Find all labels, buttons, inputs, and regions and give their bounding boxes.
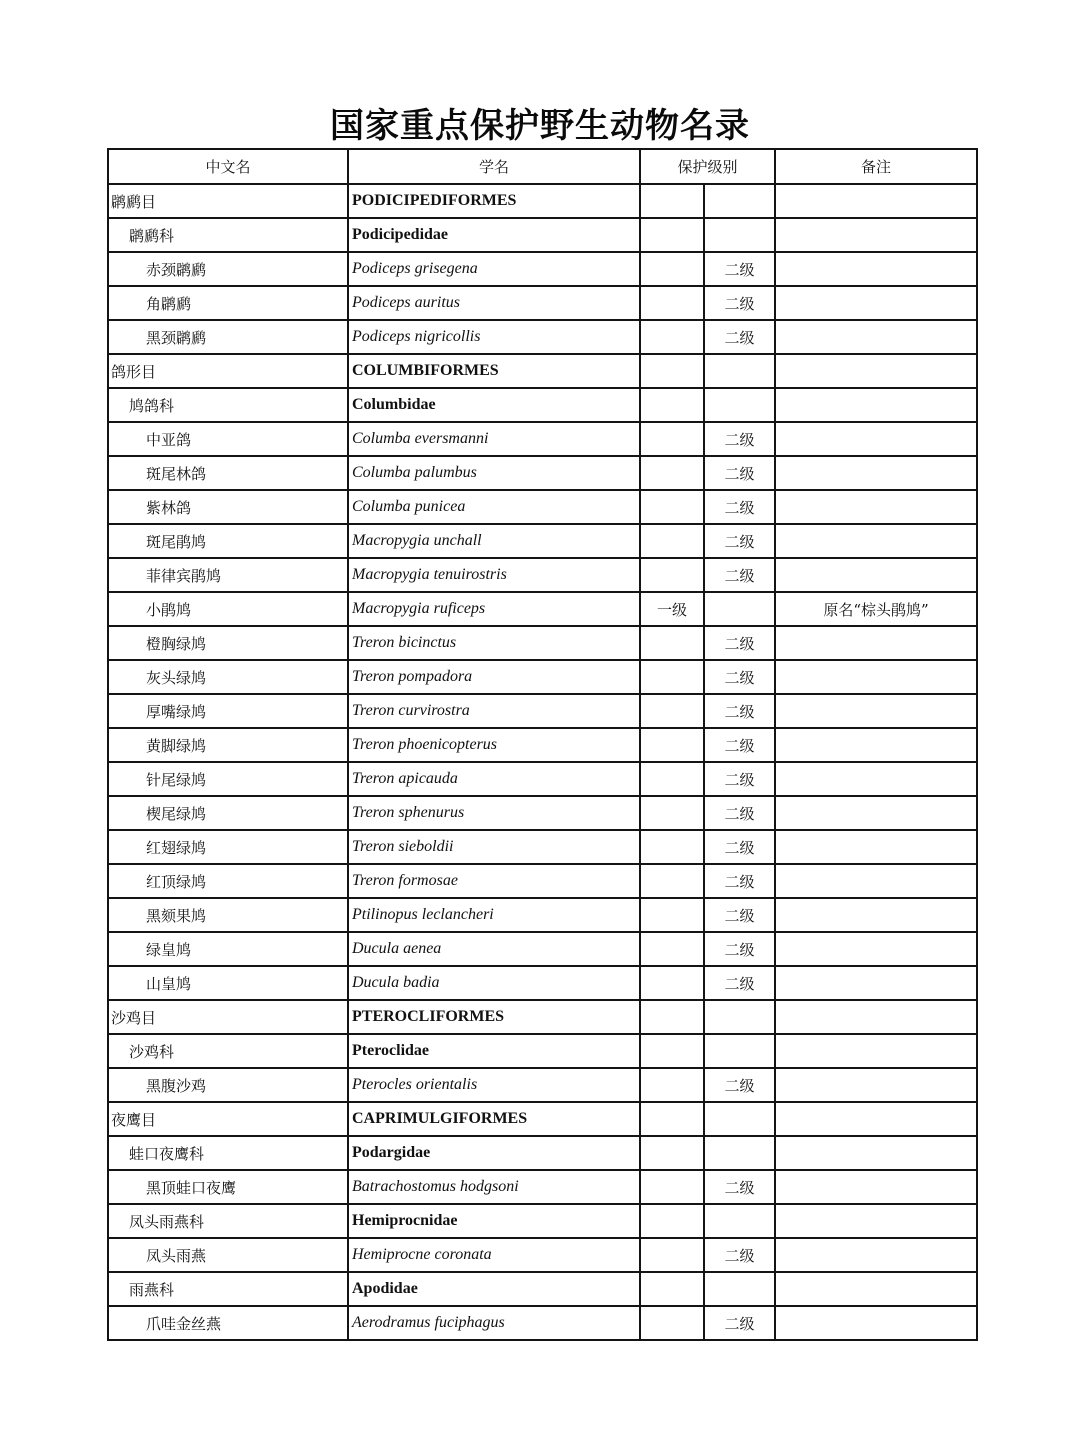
remarks-cell xyxy=(775,558,977,592)
remarks-cell xyxy=(775,1136,977,1170)
grade-two-cell: 二级 xyxy=(704,252,775,286)
grade-one-cell xyxy=(640,388,704,422)
remarks-cell xyxy=(775,524,977,558)
grade-two-cell: 二级 xyxy=(704,830,775,864)
remarks-cell xyxy=(775,830,977,864)
grade-two-cell: 二级 xyxy=(704,1170,775,1204)
grade-two-cell xyxy=(704,592,775,626)
remarks-cell xyxy=(775,1306,977,1340)
remarks-cell xyxy=(775,252,977,286)
table-row-species xyxy=(108,762,977,796)
scientific-name-cell: CAPRIMULGIFORMES xyxy=(348,1102,640,1136)
chinese-name-cell: 厚嘴绿鸠 xyxy=(108,694,348,728)
grade-two-cell: 二级 xyxy=(704,796,775,830)
table-row-species xyxy=(108,286,977,320)
table-row-species xyxy=(108,796,977,830)
grade-one-cell xyxy=(640,626,704,660)
scientific-name-cell: Columba palumbus xyxy=(348,456,640,490)
grade-two-cell: 二级 xyxy=(704,1306,775,1340)
grade-two-cell xyxy=(704,1000,775,1034)
remarks-cell xyxy=(775,1000,977,1034)
remarks-cell xyxy=(775,456,977,490)
chinese-name-cell: 山皇鸠 xyxy=(108,966,348,1000)
scientific-name-cell: Podicipedidae xyxy=(348,218,640,252)
table-row-family xyxy=(108,1136,977,1170)
header-protection-level: 保护级别 xyxy=(640,149,775,184)
remarks-cell xyxy=(775,286,977,320)
header-chinese-name: 中文名 xyxy=(108,149,348,184)
chinese-name-cell: 爪哇金丝燕 xyxy=(108,1306,348,1340)
grade-two-cell xyxy=(704,388,775,422)
grade-one-cell xyxy=(640,1000,704,1034)
remarks-cell xyxy=(775,1170,977,1204)
grade-two-cell xyxy=(704,1034,775,1068)
table-row-species xyxy=(108,966,977,1000)
scientific-name-cell: Columbidae xyxy=(348,388,640,422)
grade-two-cell: 二级 xyxy=(704,626,775,660)
grade-two-cell: 二级 xyxy=(704,898,775,932)
chinese-name-cell: 黑颏果鸠 xyxy=(108,898,348,932)
grade-one-cell xyxy=(640,1306,704,1340)
grade-two-cell xyxy=(704,218,775,252)
grade-two-cell: 二级 xyxy=(704,490,775,524)
chinese-name-cell: 角䴙䴘 xyxy=(108,286,348,320)
remarks-cell xyxy=(775,320,977,354)
remarks-cell xyxy=(775,490,977,524)
table-row-species xyxy=(108,1170,977,1204)
table-row-species xyxy=(108,694,977,728)
grade-one-cell xyxy=(640,524,704,558)
chinese-name-cell: 黄脚绿鸠 xyxy=(108,728,348,762)
table-row-order xyxy=(108,1102,977,1136)
remarks-cell xyxy=(775,728,977,762)
grade-one-cell xyxy=(640,694,704,728)
table-row-species xyxy=(108,558,977,592)
scientific-name-cell: PODICIPEDIFORMES xyxy=(348,184,640,218)
remarks-cell xyxy=(775,864,977,898)
chinese-name-cell: 沙鸡科 xyxy=(108,1034,348,1068)
chinese-name-cell: 黑顶蛙口夜鹰 xyxy=(108,1170,348,1204)
grade-one-cell xyxy=(640,184,704,218)
table-row-family xyxy=(108,388,977,422)
scientific-name-cell: Podiceps grisegena xyxy=(348,252,640,286)
table-header-row xyxy=(108,149,977,184)
grade-two-cell xyxy=(704,1272,775,1306)
remarks-cell xyxy=(775,1034,977,1068)
chinese-name-cell: 中亚鸽 xyxy=(108,422,348,456)
scientific-name-cell: Treron bicinctus xyxy=(348,626,640,660)
chinese-name-cell: 针尾绿鸠 xyxy=(108,762,348,796)
grade-one-cell xyxy=(640,1102,704,1136)
chinese-name-cell: 雨燕科 xyxy=(108,1272,348,1306)
grade-two-cell: 二级 xyxy=(704,660,775,694)
table-row-species xyxy=(108,864,977,898)
scientific-name-cell: PTEROCLIFORMES xyxy=(348,1000,640,1034)
scientific-name-cell: Hemiprocne coronata xyxy=(348,1238,640,1272)
grade-two-cell: 二级 xyxy=(704,762,775,796)
table-body xyxy=(108,184,977,1340)
chinese-name-cell: 赤颈䴙䴘 xyxy=(108,252,348,286)
chinese-name-cell: 绿皇鸠 xyxy=(108,932,348,966)
scientific-name-cell: Macropygia ruficeps xyxy=(348,592,640,626)
grade-two-cell: 二级 xyxy=(704,864,775,898)
remarks-cell xyxy=(775,184,977,218)
remarks-cell xyxy=(775,422,977,456)
remarks-cell xyxy=(775,1272,977,1306)
grade-two-cell xyxy=(704,1102,775,1136)
chinese-name-cell: 红翅绿鸠 xyxy=(108,830,348,864)
chinese-name-cell: 菲律宾鹃鸠 xyxy=(108,558,348,592)
scientific-name-cell: Ducula aenea xyxy=(348,932,640,966)
table-row-species xyxy=(108,592,977,626)
grade-one-cell xyxy=(640,762,704,796)
remarks-cell xyxy=(775,218,977,252)
grade-two-cell xyxy=(704,1136,775,1170)
remarks-cell xyxy=(775,388,977,422)
grade-two-cell xyxy=(704,1204,775,1238)
scientific-name-cell: Macropygia tenuirostris xyxy=(348,558,640,592)
chinese-name-cell: 凤头雨燕科 xyxy=(108,1204,348,1238)
chinese-name-cell: 鸠鸽科 xyxy=(108,388,348,422)
header-scientific-name: 学名 xyxy=(348,149,640,184)
table-row-species xyxy=(108,728,977,762)
scientific-name-cell: Treron pompadora xyxy=(348,660,640,694)
grade-two-cell: 二级 xyxy=(704,966,775,1000)
remarks-cell xyxy=(775,966,977,1000)
remarks-cell xyxy=(775,1204,977,1238)
scientific-name-cell: Columba eversmanni xyxy=(348,422,640,456)
chinese-name-cell: 斑尾林鸽 xyxy=(108,456,348,490)
grade-two-cell xyxy=(704,184,775,218)
scientific-name-cell: COLUMBIFORMES xyxy=(348,354,640,388)
table-row-species xyxy=(108,524,977,558)
grade-two-cell: 二级 xyxy=(704,524,775,558)
chinese-name-cell: 黑腹沙鸡 xyxy=(108,1068,348,1102)
grade-one-cell xyxy=(640,1272,704,1306)
remarks-cell xyxy=(775,932,977,966)
grade-one-cell xyxy=(640,796,704,830)
grade-one-cell xyxy=(640,558,704,592)
grade-one-cell xyxy=(640,490,704,524)
grade-two-cell xyxy=(704,354,775,388)
table-row-species xyxy=(108,626,977,660)
grade-two-cell: 二级 xyxy=(704,320,775,354)
scientific-name-cell: Podiceps auritus xyxy=(348,286,640,320)
grade-one-cell xyxy=(640,1034,704,1068)
grade-one-cell xyxy=(640,422,704,456)
chinese-name-cell: 蛙口夜鹰科 xyxy=(108,1136,348,1170)
scientific-name-cell: Pterocles orientalis xyxy=(348,1068,640,1102)
scientific-name-cell: Ducula badia xyxy=(348,966,640,1000)
remarks-cell xyxy=(775,626,977,660)
remarks-cell xyxy=(775,694,977,728)
grade-two-cell: 二级 xyxy=(704,1238,775,1272)
table-row-family xyxy=(108,218,977,252)
remarks-cell xyxy=(775,1238,977,1272)
chinese-name-cell: 楔尾绿鸠 xyxy=(108,796,348,830)
scientific-name-cell: Columba punicea xyxy=(348,490,640,524)
table-row-species xyxy=(108,898,977,932)
scientific-name-cell: Macropygia unchall xyxy=(348,524,640,558)
chinese-name-cell: 沙鸡目 xyxy=(108,1000,348,1034)
remarks-cell: 原名“棕头鹃鸠” xyxy=(775,592,977,626)
table-row-species xyxy=(108,932,977,966)
table-row-species xyxy=(108,1068,977,1102)
table-row-species xyxy=(108,660,977,694)
scientific-name-cell: Treron phoenicopterus xyxy=(348,728,640,762)
chinese-name-cell: 斑尾鹃鸠 xyxy=(108,524,348,558)
scientific-name-cell: Podiceps nigricollis xyxy=(348,320,640,354)
table-row-family xyxy=(108,1034,977,1068)
grade-one-cell xyxy=(640,1204,704,1238)
chinese-name-cell: 红顶绿鸠 xyxy=(108,864,348,898)
chinese-name-cell: 小鹃鸠 xyxy=(108,592,348,626)
chinese-name-cell: 黑颈䴙䴘 xyxy=(108,320,348,354)
table-row-species xyxy=(108,1238,977,1272)
scientific-name-cell: Podargidae xyxy=(348,1136,640,1170)
chinese-name-cell: 橙胸绿鸠 xyxy=(108,626,348,660)
grade-one-cell xyxy=(640,456,704,490)
protected-species-table xyxy=(107,148,978,1341)
table-row-species xyxy=(108,456,977,490)
scientific-name-cell: Treron sieboldii xyxy=(348,830,640,864)
scientific-name-cell: Hemiprocnidae xyxy=(348,1204,640,1238)
table-row-order xyxy=(108,184,977,218)
grade-two-cell: 二级 xyxy=(704,1068,775,1102)
grade-one-cell xyxy=(640,218,704,252)
table-row-species xyxy=(108,252,977,286)
grade-two-cell: 二级 xyxy=(704,694,775,728)
grade-one-cell: 一级 xyxy=(640,592,704,626)
grade-one-cell xyxy=(640,898,704,932)
grade-two-cell: 二级 xyxy=(704,422,775,456)
scientific-name-cell: Treron apicauda xyxy=(348,762,640,796)
scientific-name-cell: Treron curvirostra xyxy=(348,694,640,728)
table-row-order xyxy=(108,354,977,388)
chinese-name-cell: 䴙䴘目 xyxy=(108,184,348,218)
grade-one-cell xyxy=(640,1170,704,1204)
grade-one-cell xyxy=(640,1238,704,1272)
table-row-species xyxy=(108,422,977,456)
grade-one-cell xyxy=(640,320,704,354)
grade-one-cell xyxy=(640,1068,704,1102)
chinese-name-cell: 紫林鸽 xyxy=(108,490,348,524)
table-row-species xyxy=(108,490,977,524)
scientific-name-cell: Treron sphenurus xyxy=(348,796,640,830)
grade-two-cell: 二级 xyxy=(704,558,775,592)
grade-one-cell xyxy=(640,660,704,694)
table-row-family xyxy=(108,1272,977,1306)
table-row-species xyxy=(108,830,977,864)
grade-one-cell xyxy=(640,354,704,388)
grade-two-cell: 二级 xyxy=(704,932,775,966)
scientific-name-cell: Batrachostomus hodgsoni xyxy=(348,1170,640,1204)
grade-one-cell xyxy=(640,1136,704,1170)
grade-two-cell: 二级 xyxy=(704,456,775,490)
remarks-cell xyxy=(775,354,977,388)
document-title: 国家重点保护野生动物名录 xyxy=(330,106,750,146)
grade-one-cell xyxy=(640,864,704,898)
remarks-cell xyxy=(775,796,977,830)
table-row-species xyxy=(108,1306,977,1340)
grade-two-cell: 二级 xyxy=(704,728,775,762)
chinese-name-cell: 灰头绿鸠 xyxy=(108,660,348,694)
table-row-family xyxy=(108,1204,977,1238)
chinese-name-cell: 鸽形目 xyxy=(108,354,348,388)
grade-one-cell xyxy=(640,728,704,762)
scientific-name-cell: Treron formosae xyxy=(348,864,640,898)
scientific-name-cell: Ptilinopus leclancheri xyxy=(348,898,640,932)
chinese-name-cell: 夜鹰目 xyxy=(108,1102,348,1136)
remarks-cell xyxy=(775,898,977,932)
table-row-species xyxy=(108,320,977,354)
scientific-name-cell: Apodidae xyxy=(348,1272,640,1306)
remarks-cell xyxy=(775,1102,977,1136)
grade-one-cell xyxy=(640,966,704,1000)
table-row-order xyxy=(108,1000,977,1034)
scientific-name-cell: Pteroclidae xyxy=(348,1034,640,1068)
header-remarks: 备注 xyxy=(775,149,977,184)
chinese-name-cell: 䴙䴘科 xyxy=(108,218,348,252)
grade-one-cell xyxy=(640,252,704,286)
remarks-cell xyxy=(775,660,977,694)
remarks-cell xyxy=(775,762,977,796)
grade-two-cell: 二级 xyxy=(704,286,775,320)
grade-one-cell xyxy=(640,932,704,966)
chinese-name-cell: 凤头雨燕 xyxy=(108,1238,348,1272)
grade-one-cell xyxy=(640,830,704,864)
scientific-name-cell: Aerodramus fuciphagus xyxy=(348,1306,640,1340)
remarks-cell xyxy=(775,1068,977,1102)
grade-one-cell xyxy=(640,286,704,320)
